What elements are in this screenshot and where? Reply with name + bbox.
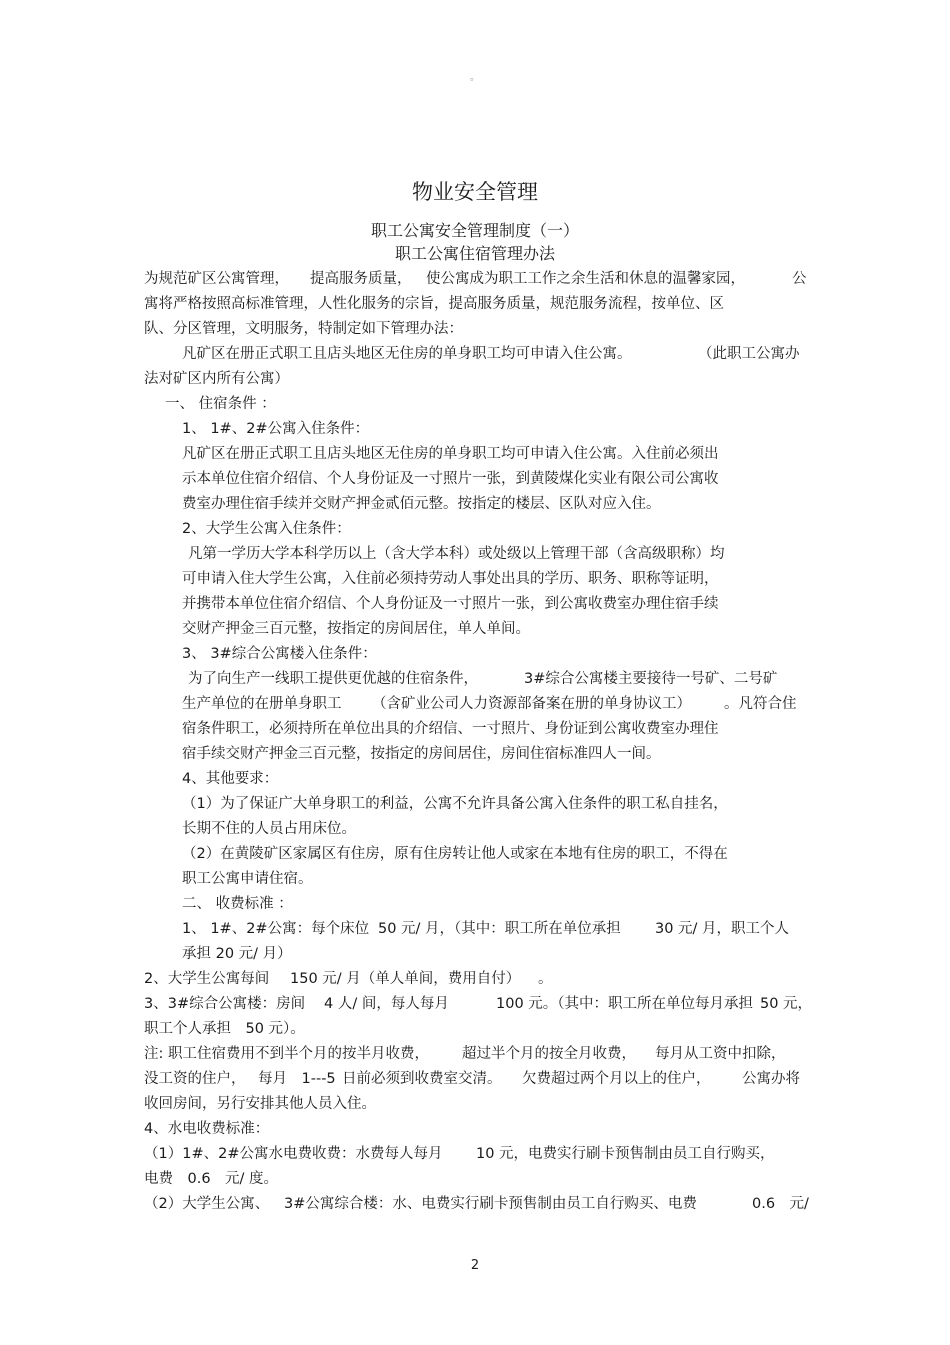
intro-line-3: 队、分区管理，文明服务，特制定如下管理办法： [144, 321, 463, 337]
fee-line: 承担 20 元/ 月） [182, 946, 292, 962]
fee-line: 职工个人承担 50 元）。 [144, 1021, 305, 1037]
section-subtitle: 职工公寓住宿管理办法 [394, 244, 555, 263]
intro-line-1: 为规范矿区公寓管理， 提高服务质量， 使公寓成为职工工作之余生活和休息的温馨家园， 公 [144, 271, 807, 287]
paragraph-line: （1）为了保证广大单身职工的利益，公寓不允许具备公寓入住条件的职工私自挂名， [182, 796, 728, 812]
intro-line-2: 寓将严格按照高标准管理，人性化服务的宗旨，提高服务质量，规范服务流程，按单位、区 [144, 296, 724, 312]
item-heading-1-1: 1、 1#、2#公寓入住条件： [182, 421, 370, 437]
paragraph-line: 生产单位的在册单身职工 （含矿业公司人力资源部备案在册的单身协议工） 。凡符合住 [182, 696, 797, 712]
note-line: 收回房间，另行安排其他人员入住。 [144, 1096, 376, 1112]
section-heading-2: 二、 收费标准 ： [182, 896, 293, 912]
utility-line: （1）1#、2#公寓水电费收费：水费每人每月 10 元，电费实行刷卡预售制由员工自行购买， [144, 1146, 775, 1162]
item-heading-fees-4: 4、水电收费标准： [144, 1121, 270, 1137]
note-line: 注: 职工住宿费用不到半个月的按半月收费， 超过半个月的按全月收费， 每月从工资中扣除， [144, 1046, 786, 1062]
paragraph-line: 宿手续交财产押金三百元整，按指定的房间居住，房间住宿标准四人一间。 [182, 746, 661, 762]
paragraph-line: 凡第一学历大学本科学历以上（含大学本科）或处级以上管理干部（含高级职称）均 [188, 546, 725, 562]
paragraph-line: 长期不住的人员占用床位。 [182, 821, 356, 837]
paragraph-line: 宿条件职工，必须持所在单位出具的介绍信、一寸照片、身份证到公寓收费室办理住 [182, 721, 719, 737]
paragraph-line: 并携带本单位住宿介绍信、个人身份证及一寸照片一张，到公寓收费室办理住宿手续 [182, 596, 719, 612]
fee-line: 3、3#综合公寓楼：房间 4 人/ 间，每人每月 100 元。（其中：职工所在单位每月承担 50 元， [144, 996, 813, 1012]
paragraph-line: 示本单位住宿介绍信、个人身份证及一寸照片一张，到黄陵煤化实业有限公司公寓收 [182, 471, 719, 487]
paragraph-line: 凡矿区在册正式职工且店头地区无住房的单身职工均可申请入住公寓。入住前必须出 [182, 446, 719, 462]
item-heading-1-2: 2、大学生公寓入住条件： [182, 521, 351, 537]
page-number: 2 [470, 1258, 480, 1273]
paragraph-line: （2）在黄陵矿区家属区有住房，原有住房转让他人或家在本地有住房的职工，不得在 [182, 846, 728, 862]
item-heading-1-3: 3、 3#综合公寓楼入住条件： [182, 646, 377, 662]
note-line: 没工资的住户， 每月 1---5 日前必须到收费室交清。 欠费超过两个月以上的住户， 公寓办将 [144, 1071, 800, 1087]
paragraph-line: 交财产押金三百元整，按指定的房间居住，单人单间。 [182, 621, 530, 637]
document-title: 物业安全管理 [412, 180, 538, 204]
paragraph-line: 为了向生产一线职工提供更优越的住宿条件， 3#综合公寓楼主要接待一号矿、二号矿 [188, 671, 778, 687]
scope-line-2: 法对矿区内所有公寓） [144, 371, 289, 387]
section-title: 职工公寓安全管理制度（一） [370, 221, 579, 240]
paragraph-line: 职工公寓申请住宿。 [182, 871, 313, 887]
paragraph-line: 可申请入住大学生公寓，入住前必须持劳动人事处出具的学历、职务、职称等证明， [182, 571, 719, 587]
utility-line: （2）大学生公寓、 3#公寓综合楼：水、电费实行刷卡预售制由员工自行购买、电费 0.6 元/ [144, 1196, 809, 1212]
utility-line: 电费 0.6 元/ 度。 [144, 1171, 279, 1187]
fee-line: 2、大学生公寓每间 150 元/ 月（单人单间，费用自付） 。 [144, 971, 553, 987]
item-heading-1-4: 4、其他要求： [182, 771, 279, 787]
scope-line-1: 凡矿区在册正式职工且店头地区无住房的单身职工均可申请入住公寓。 （此职工公寓办 [182, 346, 800, 362]
paragraph-line: 费室办理住宿手续并交财产押金贰佰元整。按指定的楼层、区队对应入住。 [182, 496, 661, 512]
header-mark: 。 [470, 72, 480, 83]
section-heading-1: 一、 住宿条件 ： [165, 396, 276, 412]
fee-line: 1、 1#、2#公寓：每个床位 50 元/ 月，（其中：职工所在单位承担 30 元/ 月，职工个人 [182, 921, 790, 937]
